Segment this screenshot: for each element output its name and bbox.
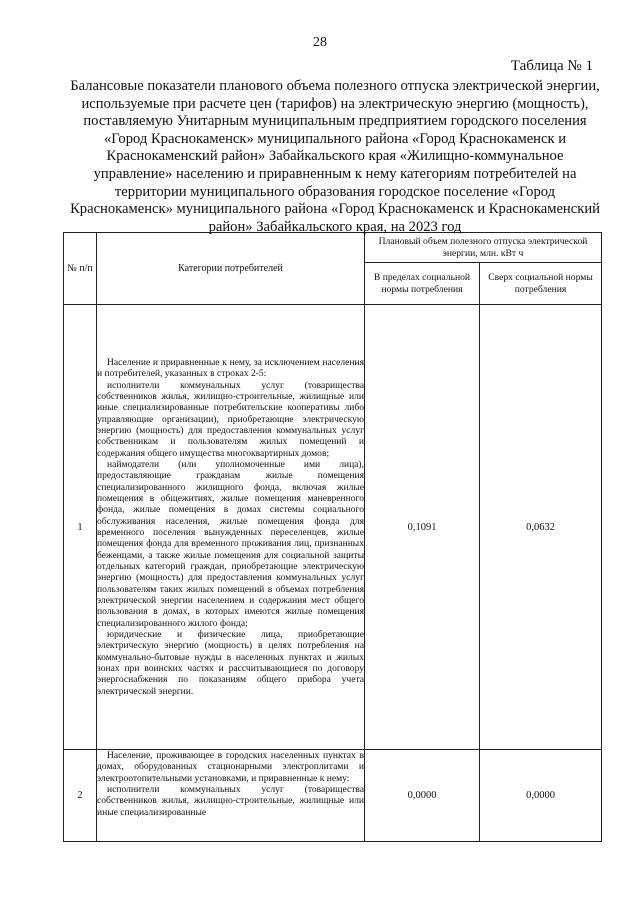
table-row: [64, 305, 602, 750]
header-planned-volume: Плановый объем полезного отпуска электрической энергии, млн. кВт ч: [365, 233, 602, 263]
header-category: Категории потребителей: [97, 233, 365, 305]
header-within-norm: В пределах социальной нормы потребления: [365, 263, 480, 305]
within-norm-value: 0,0000: [365, 750, 480, 842]
category-paragraph: исполнители коммунальных услуг (товарищества собственников жилья, жилищно-строительные, жилищные или иные специализированные потребительские кооперативы либо управляющие организации), приобретающие электрическую энергию (мощность) для предоставления коммунальных услуг собственникам и пользователям жилых помещений и содержания общего имущества многоквартирных домов;: [97, 379, 364, 459]
within-norm-value: 0,1091: [365, 305, 480, 750]
above-norm-value: 0,0000: [480, 750, 602, 842]
document-title: Балансовые показатели планового объема полезного отпуска электрической энергии, используемые при расчете цен (тарифов) на электрическую энергию (мощность), поставляемую Унитарным муниципальным предприятием городского поселения «Город Краснокаменск» муниципального района «Город Краснокаменск и Краснокаменский район» Забайкальского края «Жилищно-коммунальное управление» населению и приравненным к нему категориям потребителей на территории муниципального образования городское поселение «Город Краснокаменск» муниципального района «Город Краснокаменск и Краснокаменский район» Забайкальского края, на 2023 год: [70, 78, 600, 235]
category-paragraph: юридические и физические лица, приобретающие электрическую энергию (мощность) в целях потребления на коммунально-бытовые нужды в населенных пунктах и жилых зонах при воинских частях и рассчитывающиеся по договору энергоснабжения по показаниям общего прибора учета электрической энергии.: [97, 629, 364, 697]
category-cell: [97, 750, 365, 842]
row-number: 1: [64, 305, 97, 750]
above-norm-value: 0,0632: [480, 305, 602, 750]
page-number: 28: [313, 35, 327, 50]
table-label: Таблица № 1: [510, 58, 593, 74]
table-row: [64, 750, 602, 842]
header-num: № п/п: [64, 233, 97, 305]
category-paragraph: Население, проживающее в городских населенных пунктах в домах, оборудованных стационарными электроплитами и электроотопительными установками, и приравненные к нему:: [97, 750, 364, 784]
row-number: 2: [64, 750, 97, 842]
header-above-norm: Сверх социальной нормы потребления: [480, 263, 602, 305]
balance-table: [63, 232, 602, 842]
category-paragraph: наймодатели (или уполномоченные ими лица), предоставляющие гражданам жилые помещения специализированного жилищного фонда, включая жилые помещения в общежитиях, жилые помещения маневренного фонда, жилые помещения в домах системы социального обслуживания населения, жилые помещения фонда для временного поселения вынужденных переселенцев, жилые помещения фонда для временного проживания лиц, признанных беженцами, а также жилые помещения для социальной защиты отдельных категорий граждан, приобретающие электрическую энергию (мощность) для предоставления коммунальных услуг пользователям таких жилых помещений в объемах потребления электрической энергии населением и содержания мест общего пользования в домах, в которых имеются жилые помещения специализированного жилого фонда;: [97, 458, 364, 629]
category-cell: [97, 305, 365, 750]
category-paragraph: Население и приравненные к нему, за исключением населения и потребителей, указанных в строках 2-5:: [97, 356, 364, 380]
category-paragraph: исполнители коммунальных услуг (товарищества собственников жилья, жилищно-строительные, жилищные или иные специализированные: [97, 784, 364, 818]
